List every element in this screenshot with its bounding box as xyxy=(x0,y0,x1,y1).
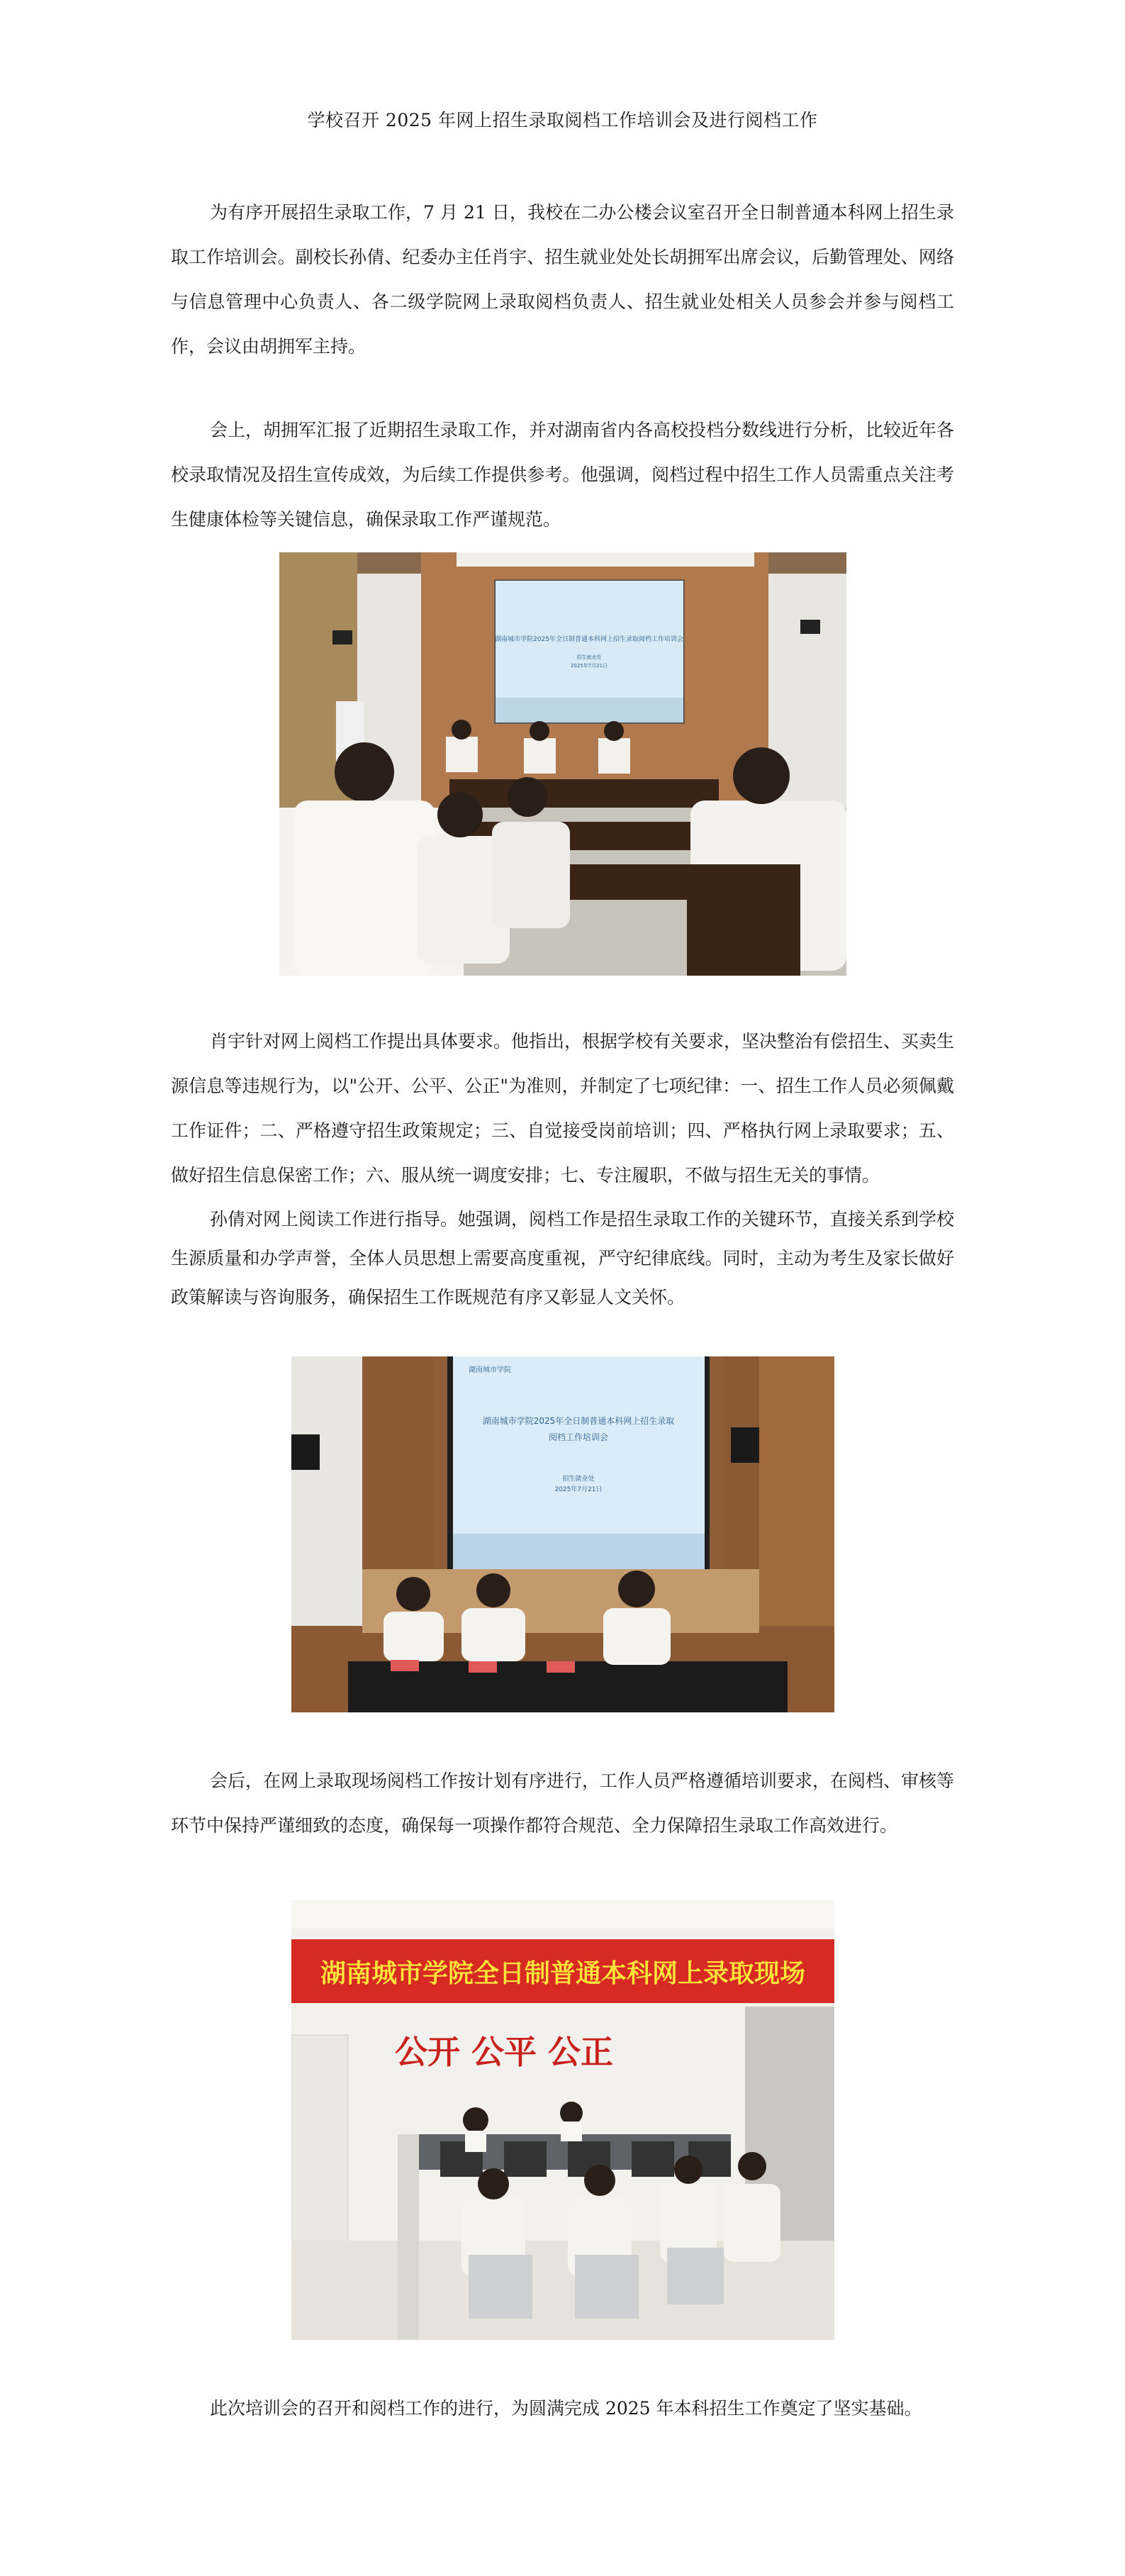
screen-date-1: 2025年7月21日 xyxy=(570,663,608,669)
screen-logo-2: 湖南城市学院 xyxy=(469,1366,511,1374)
paragraph-1: 为有序开展招生录取工作，7 月 21 日，我校在二办公楼会议室召开全日制普通本科网上招生录取工作培训会。副校长孙倩、纪委办主任肖宇、招生就业处处长胡拥军出席会议，后勤管理处、网络与信息管理中心负责人、各二级学院网上录取阅档负责人、招生就业处相关人员参会并参与阅档工作，会议由胡拥军主持。 xyxy=(171,202,954,357)
article-title: 学校召开 2025 年网上招生录取阅档工作培训会及进行阅档工作 xyxy=(307,110,818,130)
paragraph-6: 此次培训会的召开和阅档工作的进行，为圆满完成 2025 年本科招生工作奠定了坚实基础。 xyxy=(210,2398,922,2419)
paragraph-3: 肖宇针对网上阅档工作提出具体要求。他指出，根据学校有关要求，坚决整治有偿招生、买卖生源信息等违规行为，以"公开、公平、公正"为准则，并制定了七项纪律：一、招生工作人员必须佩戴工作证件；二、严格遵守招生政策规定；三、自觉接受岗前培训；四、严格执行网上录取要求；五、做好招生信息保密工作；六、服从统一调度安排；七、专注履职，不做与招生无关的事情。 xyxy=(171,1031,955,1186)
meeting-photo-1 xyxy=(279,552,846,976)
screen-sub-1: 招生就业处 xyxy=(576,654,602,660)
screen-sub-2: 招生就业处 xyxy=(562,1476,595,1483)
paragraph-5: 会后，在网上录取现场阅档工作按计划有序进行，工作人员严格遵循培训要求，在阅档、审核等环节中保持严谨细致的态度，确保每一项操作都符合规范、全力保障招生录取工作高效进行。 xyxy=(171,1771,955,1836)
site-banner: 湖南城市学院全日制普通本科网上录取现场 xyxy=(320,1959,806,1988)
screen-title-2b: 阅档工作培训会 xyxy=(548,1432,609,1442)
screen-date-2: 2025年7月21日 xyxy=(554,1486,603,1493)
site-slogan: 公开 公平 公正 xyxy=(394,2033,614,2071)
screen-title-1: 湖南城市学院2025年全日制普通本科网上招生录取阅档工作培训会 xyxy=(495,636,683,643)
paragraph-4: 孙倩对网上阅读工作进行指导。她强调，阅档工作是招生录取工作的关键环节，直接关系到学校生源质量和办学声誉，全体人员思想上需要高度重视，严守纪律底线。同时，主动为考生及家长做好政策解读与咨询服务，确保招生工作既规范有序又彰显人文关怀。 xyxy=(171,1209,955,1307)
meeting-photo-2 xyxy=(291,1356,834,1712)
paragraph-2: 会上，胡拥军汇报了近期招生录取工作，并对湖南省内各高校投档分数线进行分析，比较近年各校录取情况及招生宣传成效，为后续工作提供参考。他强调，阅档过程中招生工作人员需重点关注考生健康体检等关键信息，确保录取工作严谨规范。 xyxy=(171,420,955,530)
screen-title-2: 湖南城市学院2025年全日制普通本科网上招生录取 xyxy=(482,1416,675,1426)
admission-site-photo xyxy=(291,1900,834,2340)
